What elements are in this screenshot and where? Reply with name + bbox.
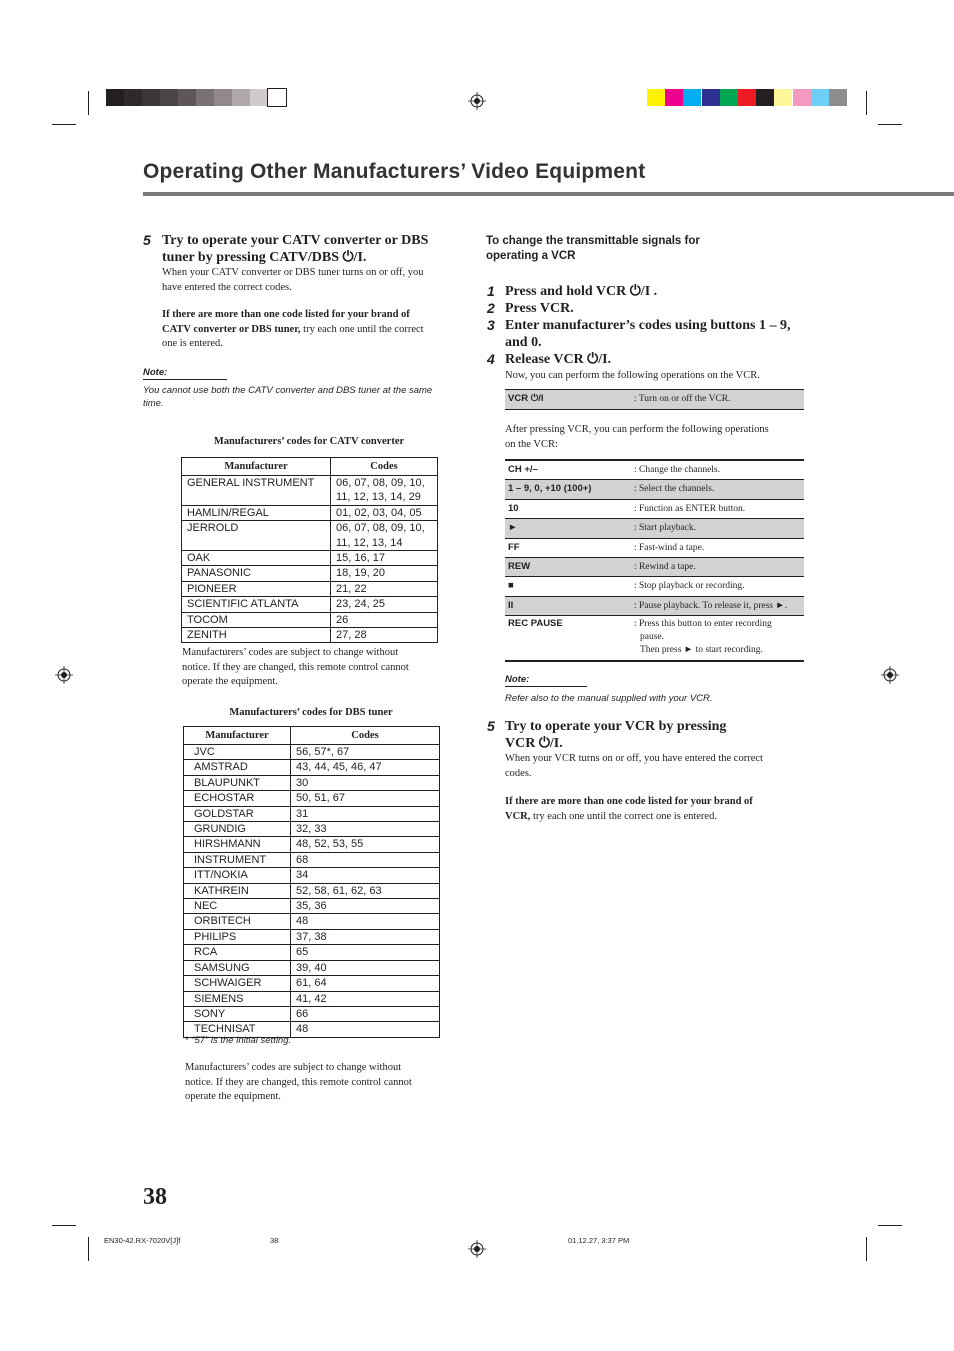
table-row — [184, 976, 440, 991]
button-desc: : Select the channels. — [634, 484, 715, 495]
column-header: Codes — [331, 458, 438, 476]
button-desc: : Rewind a tape. — [634, 561, 696, 572]
manufacturer-cell: GRUNDIG — [184, 822, 291, 837]
codes-cell: 56, 57*, 67 — [291, 745, 440, 760]
codes-cell — [331, 612, 438, 627]
after-line: on the VCR: — [505, 438, 558, 450]
button-desc: : Function as ENTER button. — [634, 503, 746, 514]
registration-target-icon — [55, 666, 73, 684]
column-header: Codes — [291, 727, 440, 745]
button-desc: : Pause playback. To release it, press ►. — [634, 600, 788, 611]
table-row — [505, 539, 804, 558]
table-row — [182, 612, 438, 627]
table-row — [505, 558, 804, 577]
step-bold: CATV converter or DBS tuner, — [162, 323, 301, 335]
button-key: II — [508, 599, 514, 611]
manufacturer-cell: SAMSUNG — [184, 960, 291, 975]
vcr-section-heading — [486, 234, 700, 264]
button-key: 1 – 9, 0, +10 (100+) — [508, 483, 592, 495]
manufacturer-cell: NEC — [184, 899, 291, 914]
step-heading: Try to operate your CATV converter or DBS — [162, 233, 429, 248]
footer-file: EN30-42.RX-7020V[J]f — [104, 1236, 181, 1245]
notice-text: notice. If they are changed, this remote control cannot — [182, 661, 409, 673]
registration-target-icon — [468, 92, 486, 110]
step-heading: Release VCR ⏻/I. — [505, 352, 612, 367]
manufacturer-cell: ZENITH — [182, 628, 331, 643]
codes-line: 06, 07, 08, 09, 10, — [336, 477, 425, 489]
table-row — [184, 745, 440, 760]
manufacturer-cell: PIONEER — [182, 581, 331, 596]
rec-pause-desc: Then press ► to start recording. — [640, 645, 763, 655]
right-note — [505, 674, 805, 705]
footnote-text: “57” is the initial setting. — [191, 1035, 292, 1046]
color-swatch — [774, 89, 792, 106]
step-bold: If there are more than one code listed for your brand of — [505, 796, 753, 807]
table-row — [505, 480, 804, 499]
manufacturer-cell: ORBITECH — [184, 914, 291, 929]
codes-line: 06, 07, 08, 09, 10, — [336, 522, 425, 535]
manufacturer-cell: GOLDSTAR — [184, 806, 291, 821]
step-body: one is entered. — [162, 338, 223, 349]
vcr-power-desc: : Turn on or off the VCR. — [634, 394, 731, 404]
manufacturer-cell: SONY — [184, 1006, 291, 1021]
table-row — [184, 791, 440, 806]
dbs-codes-table — [183, 726, 440, 1038]
button-desc: : Start playback. — [634, 523, 696, 534]
codes-line: 01, 02, 03, 04, 05 — [336, 506, 422, 519]
step-heading: VCR ⏻/I. — [505, 736, 563, 751]
button-desc: : Fast-wind a tape. — [634, 542, 705, 553]
manufacturer-cell: PHILIPS — [184, 929, 291, 944]
codes-cell: 34 — [291, 868, 440, 883]
button-key: REW — [508, 560, 531, 572]
table-row — [184, 1006, 440, 1021]
codes-cell: 48 — [291, 1022, 440, 1037]
registration-target-icon — [881, 666, 899, 684]
table-row — [505, 461, 804, 480]
codes-line: 11, 12, 13, 14, 29 — [336, 491, 421, 504]
step-body: When your VCR turns on or off, you have entered the correct — [505, 753, 763, 764]
table-row — [184, 899, 440, 914]
vcr-operations-table — [505, 459, 804, 616]
step-number: 5 — [487, 718, 495, 734]
gray-swatch — [214, 89, 232, 106]
color-swatch — [665, 89, 683, 106]
table-row — [184, 945, 440, 960]
manufacturer-cell: JVC — [184, 745, 291, 760]
manufacturer-cell: GENERAL INSTRUMENT — [182, 476, 331, 506]
table-row — [184, 883, 440, 898]
table-row — [184, 991, 440, 1006]
color-swatch — [756, 89, 774, 106]
gray-swatch — [268, 89, 286, 106]
step-heading: and 0. — [505, 335, 542, 350]
manufacturer-cell: TOCOM — [182, 612, 331, 627]
manufacturer-cell: INSTRUMENT — [184, 852, 291, 867]
manufacturer-cell: TECHNISAT — [184, 1022, 291, 1037]
footer-date: 01.12.27, 3:37 PM — [568, 1236, 630, 1245]
button-key: ► — [508, 522, 518, 534]
notice-text: operate the equipment. — [182, 676, 278, 687]
after-line: After pressing VCR, you can perform the following operations — [505, 424, 769, 435]
codes-cell — [331, 551, 438, 566]
codes-cell: 39, 40 — [291, 960, 440, 975]
button-desc: : Stop playback or recording. — [634, 581, 745, 592]
manufacturer-cell: SCHWAIGER — [184, 976, 291, 991]
step-number: 5 — [143, 232, 151, 248]
catv-caption: Manufacturers’ codes for CATV converter — [213, 436, 405, 447]
notice-text: Manufacturers’ codes are subject to change without — [182, 647, 399, 658]
vcr-power-key: VCR ⏻/I — [508, 393, 544, 404]
table-row — [182, 505, 438, 520]
manufacturer-cell: ITT/NOKIA — [184, 868, 291, 883]
codes-cell: 61, 64 — [291, 976, 440, 991]
codes-cell — [331, 521, 438, 551]
dbs-notice — [185, 1061, 412, 1105]
note-label: Note: — [143, 367, 168, 378]
color-swatch — [720, 89, 738, 106]
color-swatch — [647, 89, 665, 106]
codes-line: 27, 28 — [336, 629, 367, 642]
color-swatch — [702, 89, 720, 106]
gray-swatch — [142, 89, 160, 106]
codes-cell: 37, 38 — [291, 929, 440, 944]
step-body: try each one until the correct one is entered. — [530, 810, 717, 822]
codes-cell: 48 — [291, 914, 440, 929]
manufacturer-cell: SCIENTIFIC ATLANTA — [182, 597, 331, 612]
step-heading: Press and hold VCR ⏻/I . — [505, 284, 658, 299]
heading-line: operating a VCR — [486, 250, 576, 262]
gray-swatch — [250, 89, 268, 106]
rec-pause-key: REC PAUSE — [508, 618, 563, 629]
step-body: codes. — [505, 767, 532, 779]
step-number: 1 — [487, 283, 495, 299]
dbs-caption: Manufacturers’ codes for DBS tuner — [229, 707, 393, 718]
gray-swatch — [124, 89, 142, 106]
notice-text: notice. If they are changed, this remote control cannot — [185, 1076, 412, 1088]
codes-cell: 43, 44, 45, 46, 47 — [291, 760, 440, 775]
codes-cell — [331, 597, 438, 612]
manufacturer-cell: RCA — [184, 945, 291, 960]
step-heading: Try to operate your VCR by pressing — [505, 719, 727, 734]
codes-cell: 31 — [291, 806, 440, 821]
color-swatch — [683, 89, 701, 106]
column-header: Manufacturer — [184, 727, 291, 745]
note-text: You cannot use both the CATV converter and DBS tuner at the same — [143, 385, 433, 396]
heading-line: To change the transmittable signals for — [486, 235, 700, 247]
table-row — [184, 960, 440, 975]
rec-pause-desc: : Press this button to enter recording — [634, 619, 772, 629]
manufacturer-cell: PANASONIC — [182, 566, 331, 581]
table-row — [182, 581, 438, 596]
table-row — [182, 628, 438, 643]
codes-line: 18, 19, 20 — [336, 567, 385, 580]
dbs-footnote — [185, 1034, 291, 1047]
codes-cell: 32, 33 — [291, 822, 440, 837]
table-row — [505, 519, 804, 538]
gray-swatch — [106, 89, 124, 106]
table-row — [184, 929, 440, 944]
vcr-power-table — [505, 389, 804, 410]
manufacturer-cell: BLAUPUNKT — [184, 775, 291, 790]
codes-cell — [331, 505, 438, 520]
codes-cell — [331, 566, 438, 581]
color-swatch — [738, 89, 756, 106]
codes-cell: 30 — [291, 775, 440, 790]
button-key: FF — [508, 541, 520, 553]
codes-cell: 52, 58, 61, 62, 63 — [291, 883, 440, 898]
vcr-steps — [486, 283, 816, 368]
note-label: Note: — [505, 674, 530, 685]
title-rule — [143, 192, 954, 196]
rec-pause-row — [505, 614, 804, 662]
codes-line: 11, 12, 13, 14 — [336, 536, 403, 549]
gray-swatch — [196, 89, 214, 106]
step-body: When your CATV converter or DBS tuner turns on or off, you — [162, 267, 424, 278]
table-row — [184, 760, 440, 775]
codes-cell — [331, 581, 438, 596]
table-row — [505, 500, 804, 519]
manufacturer-cell: SIEMENS — [184, 991, 291, 1006]
manufacturer-cell: ECHOSTAR — [184, 791, 291, 806]
table-row — [182, 476, 438, 506]
codes-line: 26 — [336, 613, 349, 626]
table-row — [184, 837, 440, 852]
table-row — [182, 551, 438, 566]
rec-pause-desc: pause. — [640, 632, 665, 642]
step-body: have entered the correct codes. — [162, 281, 292, 293]
after-text — [505, 423, 769, 452]
button-key: CH +/– — [508, 464, 538, 475]
color-swatch — [793, 89, 811, 106]
step-bold: VCR, — [505, 810, 531, 822]
note-text: time. — [143, 398, 164, 409]
step-number: 2 — [487, 300, 495, 316]
table-row — [184, 822, 440, 837]
column-header: Manufacturer — [182, 458, 331, 476]
table-row — [184, 852, 440, 867]
manufacturer-cell: KATHREIN — [184, 883, 291, 898]
codes-cell: 68 — [291, 852, 440, 867]
codes-line: 15, 16, 17 — [336, 552, 385, 565]
manufacturer-cell: JERROLD — [182, 521, 331, 551]
registration-target-icon — [468, 1240, 486, 1258]
gray-swatch — [160, 89, 178, 106]
manufacturer-cell: AMSTRAD — [184, 760, 291, 775]
codes-cell — [331, 628, 438, 643]
table-row — [182, 521, 438, 551]
button-desc: : Change the channels. — [634, 465, 721, 475]
footer-page: 38 — [270, 1236, 279, 1245]
codes-cell: 65 — [291, 945, 440, 960]
codes-line: 21, 22 — [336, 582, 367, 595]
table-row — [505, 390, 804, 410]
manufacturer-cell: HAMLIN/REGAL — [182, 505, 331, 520]
page-title: Operating Other Manufacturers’ Video Equipment — [143, 160, 646, 183]
codes-cell: 41, 42 — [291, 991, 440, 1006]
codes-line: 23, 24, 25 — [336, 598, 385, 611]
codes-cell: 50, 51, 67 — [291, 791, 440, 806]
step-heading: Press VCR. — [505, 301, 574, 316]
left-note — [143, 367, 468, 410]
note-text: Refer also to the manual supplied with your VCR. — [505, 693, 713, 704]
codes-cell: 48, 52, 53, 55 — [291, 837, 440, 852]
color-swatch — [829, 89, 847, 106]
catv-notice — [182, 646, 409, 690]
manufacturer-cell: OAK — [182, 551, 331, 566]
manufacturer-cell: HIRSHMANN — [184, 837, 291, 852]
codes-cell: 66 — [291, 1006, 440, 1021]
now-text: Now, you can perform the following operations on the VCR. — [505, 370, 760, 381]
table-row — [184, 868, 440, 883]
color-swatch — [811, 89, 829, 106]
step-number: 4 — [487, 351, 495, 367]
table-row — [182, 566, 438, 581]
step-bold: If there are more than one code listed for your brand of — [162, 309, 410, 320]
table-row — [184, 775, 440, 790]
table-row — [184, 914, 440, 929]
button-key: ■ — [508, 580, 514, 592]
gray-swatch — [178, 89, 196, 106]
table-row — [182, 597, 438, 612]
step-number: 3 — [487, 317, 495, 333]
codes-cell — [331, 476, 438, 506]
table-row — [505, 577, 804, 596]
button-key: 10 — [508, 502, 519, 514]
gray-swatch — [232, 89, 250, 106]
footnote-marker: * — [185, 1035, 189, 1046]
catv-codes-table — [181, 457, 438, 643]
step-body: try each one until the correct — [300, 323, 424, 335]
step-heading: tuner by pressing CATV/DBS ⏻/I. — [162, 250, 367, 265]
step-heading: Enter manufacturer’s codes using buttons 1 – 9, — [505, 318, 791, 333]
notice-text: operate the equipment. — [185, 1091, 281, 1102]
codes-cell: 35, 36 — [291, 899, 440, 914]
page-number: 38 — [143, 1184, 167, 1210]
table-row — [184, 806, 440, 821]
notice-text: Manufacturers’ codes are subject to change without — [185, 1062, 402, 1073]
